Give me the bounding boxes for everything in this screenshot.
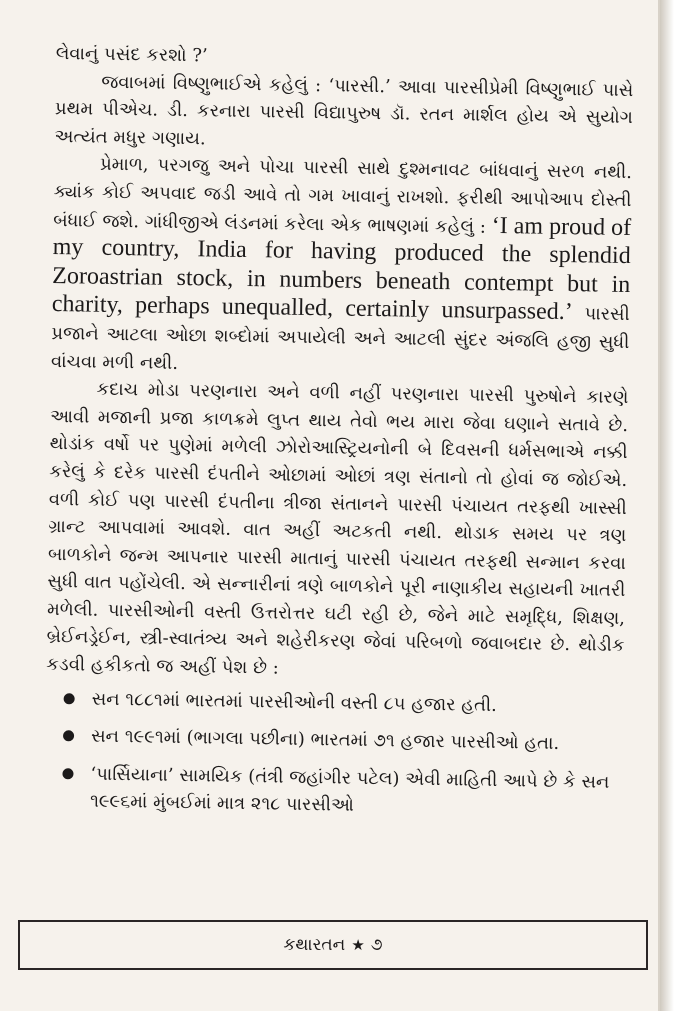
paragraph-2-ending: પારસી પ્રજાને આટલા ઓછા શબ્દોમાં અપાયેલી અને આટલી સુંદર અંજલિ હજી સુધી વાંચવા મળી નથી. <box>50 303 630 374</box>
gandhi-quote-english: ‘I am proud of my country, India for having produced the splendid Zoroastrian stock, in numbers beneath contempt but in charity, perhaps unequalled, certainly unsurpassed.’ <box>51 212 632 326</box>
bullet-icon <box>62 768 73 779</box>
facts-list <box>44 685 624 824</box>
paragraph-2 <box>51 150 632 384</box>
paragraph-3: કદાચ મોડા પરણનારા અને વળી નહીં પરણનારા પારસી પુરુષોને કારણે આવી મજાની પ્રજા કાળક્રમે લુપ્ત થાય તેવો ભય મારા જેવા ઘણાને સતાવે છે. થોડાંક વર્ષો પર પુણેમાં મળેલી ઝોરોઆસ્ટ્રિયનોની બે દિવસની ધર્મસભાએ નક્કી કરેલું કે દરેક પારસી દંપતીને ઓછામાં ઓછાં ત્રણ સંતાનો તો હોવાં જ જોઈએ. વળી કોઈ પણ પારસી દંપતીના ત્રીજા સંતાનને પારસી પંચાયત તરફથી ખાસ્સી ગ્રાન્ટ આપવામાં આવશે. વાત અહીં અટકતી નથી. થોડાક સમય પર ત્રણ બાળકોને જન્મ આપનાર પારસી માતાનું પારસી પંચાયત તરફથી સન્માન કરવા સુધી વાત પહોંચેલી. એ સન્નારીનાં ત્રણે બાળકોને પૂરી નાણાકીય સહાયની ખાતરી મળેલી. પારસીઓની વસ્તી ઉત્તરોત્તર ઘટી રહી છે, જેને માટે સમૃદ્ધિ, શિક્ષણ, બ્રેઈનડ્રેઈન, સ્ત્રી-સ્વાતંત્ર્ય અને શહેરીકરણ જેવાં પરિબળો જવાબદાર છે. થોડીક કડવી હકીકતો જ અહીં પેશ છે : <box>46 378 629 679</box>
page-edge <box>660 0 674 1011</box>
list-item-text: ‘પાર્સિયાના’ સામયિક (તંત્રી જહાંગીર પટેલ) એવી માહિતી આપે છે કે સન ૧૯૯૬માં મુંબઈમાં માત્ર ૨૧૮ પારસીઓ <box>89 763 610 817</box>
page-footer <box>18 920 648 970</box>
list-item-text: સન ૧૯૯૧માં (ભાગલા પછીના) ભારતમાં ૭૧ હજાર પારસીઓ હતા. <box>90 725 560 755</box>
list-item-text: સન ૧૮૮૧માં ભારતમાં પારસીઓની વસ્તી ૮૫ હજાર હતી. <box>91 688 498 716</box>
page-number: ૭ <box>370 935 383 955</box>
paragraph-0: લેવાનું પસંદ કરશો ?’ <box>55 42 208 67</box>
list-item <box>45 722 623 759</box>
paragraph-1: જવાબમાં વિષ્ણુભાઈએ કહેલું : ‘પારસી.’ આવા પારસીપ્રેમી વિષ્ણુભાઈ પાસે પ્રથમ પીએચ. ડી. કરનારા પારસી વિદ્યાપુરુષ ડૉ. રતન માર્શલ હોય એ સુયોગ અત્યંત મધુર ગણાય. <box>54 71 634 150</box>
body-text <box>44 40 634 834</box>
paragraph-2-gujarati: પ્રેમાળ, પરગજુ અને પોચા પારસી સાથે દુશ્મનાવટ બાંધવાનું સરળ નથી. ક્યાંક કોઈ અપવાદ જડી આવે તો ગમ ખાવાનું રાખશો. ફરીથી આપોઆપ દોસ્તી બંધાઈ જશે. ગાંધીજીએ લંડનમાં કરેલા એક ભાષણમાં કહેલું : <box>53 154 633 238</box>
bullet-icon <box>63 730 74 741</box>
list-item <box>45 685 623 722</box>
book-title: કથારતન <box>283 935 346 955</box>
list-item <box>44 760 623 824</box>
star-icon: ★ <box>351 936 365 954</box>
bullet-icon <box>64 693 75 704</box>
